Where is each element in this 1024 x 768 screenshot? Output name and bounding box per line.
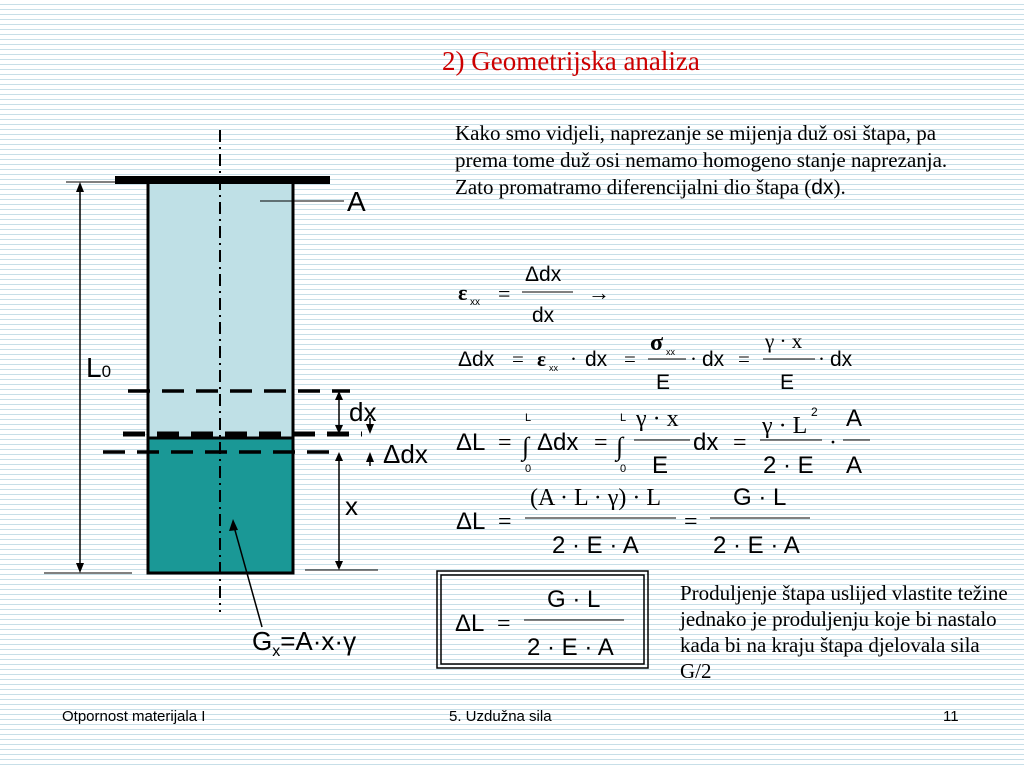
eq2-epsilon: ε bbox=[537, 347, 546, 371]
eq1-denominator: dx bbox=[532, 304, 555, 327]
eq5-equals: = bbox=[497, 611, 511, 637]
eq4-numerator-1: (A · L · γ) · L bbox=[530, 485, 662, 511]
footer-course: Otpornost materijala I bbox=[62, 708, 206, 725]
eq3-lower-1: 0 bbox=[525, 463, 532, 475]
label-x: x bbox=[345, 491, 358, 521]
eq2-dot-1: · bbox=[570, 347, 577, 371]
eq3-equals-3: = bbox=[733, 430, 747, 456]
label-L: L bbox=[86, 352, 102, 383]
eq3-power: 2 bbox=[811, 405, 818, 419]
eq2-gamma-x: γ · x bbox=[765, 329, 803, 353]
eq2-dx-1: dx bbox=[585, 348, 608, 371]
eq5-numerator: G · L bbox=[547, 586, 601, 613]
eq4-denominator-1: 2 · E · A bbox=[552, 532, 639, 559]
equation-delta-L-expanded bbox=[456, 484, 810, 559]
label-G: G bbox=[252, 626, 273, 656]
eq3-integrand-1: Δdx bbox=[537, 429, 579, 456]
eq3-lower-2: 0 bbox=[620, 463, 627, 475]
eq3-delta-L: ΔL bbox=[456, 429, 486, 456]
eq1-epsilon-sub: xx bbox=[470, 297, 480, 308]
equation-strain bbox=[458, 263, 610, 327]
eq2-E-2: E bbox=[780, 371, 795, 394]
eq3-2E: 2 · E bbox=[763, 452, 814, 479]
eq2-dx-2: dx bbox=[702, 348, 725, 371]
eq4-delta-L: ΔL bbox=[456, 508, 486, 535]
equation-integral bbox=[456, 405, 870, 479]
label-G-sub: x bbox=[272, 643, 281, 660]
eq3-dot: · bbox=[829, 430, 837, 456]
eq3-equals-1: = bbox=[498, 430, 512, 456]
label-A: A bbox=[347, 186, 366, 217]
label-G-rest: =A·x·γ bbox=[280, 626, 357, 656]
eq2-dot-2: · bbox=[690, 347, 697, 371]
eq2-delta-dx: Δdx bbox=[458, 348, 495, 371]
intro-end: ). bbox=[833, 175, 846, 199]
eq3-E: E bbox=[652, 452, 669, 479]
conclusion-paragraph: Produljenje štapa uslijed vlastite težine jednako je produljenju koje bi nastalo kada bi na kraju štapa djelovala sila G/2 bbox=[680, 581, 1008, 683]
eq4-numerator-2: G · L bbox=[733, 484, 787, 511]
label-L-sub: 0 bbox=[101, 362, 112, 381]
eq1-equals: = bbox=[498, 281, 511, 306]
eq2-E-1: E bbox=[656, 371, 671, 394]
eq2-equals-2: = bbox=[624, 347, 636, 371]
eq3-A-num: A bbox=[846, 405, 863, 432]
eq5-denominator: 2 · E · A bbox=[527, 634, 614, 661]
eq3-gamma-L: γ · L bbox=[762, 413, 808, 439]
eq4-equals-2: = bbox=[684, 509, 698, 535]
eq2-equals-3: = bbox=[738, 347, 750, 371]
footer-page-number: 11 bbox=[943, 708, 959, 725]
eq2-epsilon-sub: xx bbox=[549, 363, 558, 373]
equation-result-box bbox=[437, 571, 648, 668]
footer-chapter: 5. Uzdužna sila bbox=[449, 708, 552, 725]
eq3-equals-2: = bbox=[594, 430, 608, 456]
eq5-delta-L: ΔL bbox=[455, 610, 485, 637]
slide-title: 2) Geometrijska analiza bbox=[442, 46, 700, 76]
label-dx: dx bbox=[349, 397, 377, 427]
eq3-integral-2: ∫ bbox=[616, 432, 624, 461]
eq3-A-den: A bbox=[846, 452, 863, 479]
eq3-upper-1: L bbox=[525, 412, 532, 424]
eq3-dx: dx bbox=[693, 429, 719, 456]
bar-lower-part bbox=[148, 438, 293, 573]
eq4-equals-1: = bbox=[498, 509, 512, 535]
eq2-sigma-sub: xx bbox=[666, 347, 675, 357]
eq1-epsilon: ε bbox=[458, 280, 468, 305]
eq4-denominator-2: 2 · E · A bbox=[713, 532, 800, 559]
label-L0 bbox=[86, 352, 111, 383]
intro-text: Kako smo vidjeli, naprezanje se mijenja duž osi štapa, pa prema tome duž osi nemamo homogeno stanje naprezanja. Zato promatramo diferencijalni dio štapa ( bbox=[455, 121, 948, 199]
bar-diagram bbox=[44, 130, 428, 660]
label-weight bbox=[252, 626, 356, 660]
intro-dx: dx bbox=[811, 176, 834, 199]
eq2-dot-3: · bbox=[818, 347, 825, 371]
eq1-numerator: Δdx bbox=[525, 263, 562, 286]
eq2-dx-3: dx bbox=[830, 348, 853, 371]
label-delta-dx: Δdx bbox=[383, 439, 428, 469]
eq3-upper-2: L bbox=[620, 412, 627, 424]
equation-delta-dx bbox=[458, 329, 853, 394]
eq1-arrow: → bbox=[588, 280, 610, 305]
eq2-equals-1: = bbox=[512, 347, 524, 371]
eq3-gamma-x: γ · x bbox=[636, 406, 679, 432]
eq2-sigma: σ bbox=[650, 330, 664, 356]
eq3-integral-1: ∫ bbox=[522, 432, 530, 461]
